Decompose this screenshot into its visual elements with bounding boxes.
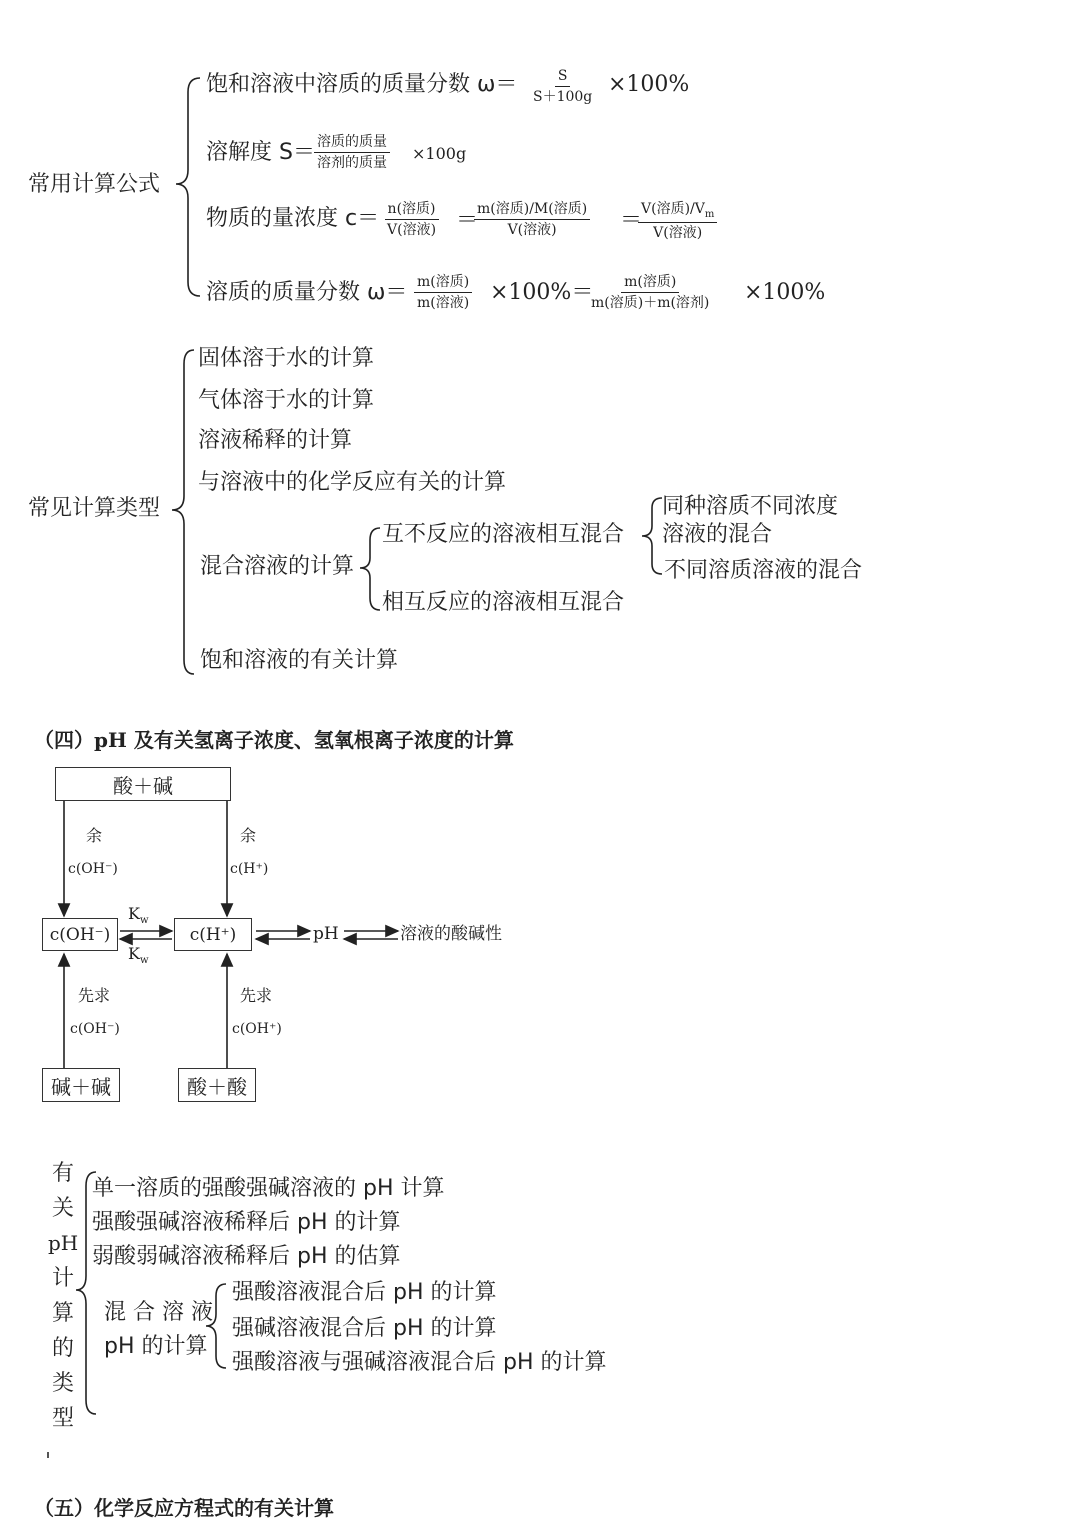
ph-type-item: 单一溶质的强酸强碱溶液的 pH 计算 — [92, 1176, 445, 1201]
mix-nonreacting: 互不反应的溶液相互混合 — [382, 522, 625, 547]
label-first-find-right: 先求 — [240, 986, 273, 1005]
ph-types-vertical-title: 有 关 pH 计 算 的 类 型 — [48, 1161, 79, 1431]
box-c-h: c(H⁺) — [174, 918, 252, 951]
formula-solubility-fraction: 溶质的质量 溶剂的质量 — [314, 134, 390, 171]
type-saturated: 饱和溶液的有关计算 — [200, 648, 399, 673]
label-c-oh-right-2: c(OH⁺) — [232, 1021, 282, 1037]
ph-mix-item: 强碱溶液混合后 pH 的计算 — [232, 1316, 497, 1341]
formula-saturated-fraction: $\frac{S}{S+100g}$ — [533, 68, 593, 106]
ph-type-item: 弱酸弱碱溶液稀释后 pH 的估算 — [92, 1244, 401, 1269]
ph-mix-label-line1: 混 合 溶 液 — [104, 1300, 213, 1325]
formulas-title: 常用计算公式 — [28, 172, 161, 197]
formula-saturated-tail: ×100% — [608, 72, 690, 97]
label-ph: pH — [313, 924, 339, 944]
ph-mix-item: 强酸溶液混合后 pH 的计算 — [232, 1280, 497, 1305]
equals-sign: ＝ — [620, 208, 643, 233]
formula-saturated-label: 饱和溶液中溶质的质量分数 ω＝ — [206, 72, 518, 97]
kw-top: $K_w$ — [128, 904, 149, 927]
brace-mix — [360, 528, 380, 610]
formula-massfraction-frac1: m(溶质) m(溶液) — [414, 274, 472, 311]
label-remaining-left: 余 — [86, 826, 103, 845]
type-item: 固体溶于水的计算 — [198, 346, 375, 371]
ph-mix-label-line2: pH 的计算 — [104, 1334, 208, 1359]
brace-ph — [76, 1172, 96, 1414]
brace-sub — [642, 498, 662, 574]
label-c-h-right: c(H⁺) — [230, 861, 269, 877]
label-c-oh-left: c(OH⁻) — [68, 861, 118, 877]
types-title: 常见计算类型 — [28, 496, 161, 521]
formula-solubility-tail: ×100g — [412, 144, 467, 163]
heading-section-5: （五）化学反应方程式的有关计算 — [34, 1496, 334, 1520]
formula-concentration-label: 物质的量浓度 c＝ — [206, 206, 380, 231]
box-base-base: 碱＋碱 — [42, 1068, 120, 1102]
mix-label: 混合溶液的计算 — [200, 554, 355, 579]
brace-formulas — [176, 78, 200, 296]
formula-massfraction-mid: ×100%＝ — [490, 280, 594, 305]
type-item: 溶液稀释的计算 — [198, 428, 353, 453]
formula-concentration-frac1: n(溶质) V(溶液) — [384, 201, 439, 238]
kw-bottom: $K_w$ — [128, 944, 149, 967]
mix-different-solute: 不同溶质溶液的混合 — [664, 558, 863, 583]
formula-concentration-frac2: m(溶质)/M(溶质) V(溶液) — [474, 201, 590, 238]
brace-ph-mix — [206, 1284, 226, 1368]
mix-reacting: 相互反应的溶液相互混合 — [382, 590, 625, 615]
label-remaining-right: 余 — [240, 826, 257, 845]
formula-massfraction-frac2: m(溶质) m(溶质)＋m(溶剂) — [591, 274, 710, 312]
label-c-oh-left-2: c(OH⁻) — [70, 1021, 120, 1037]
box-acid-acid: 酸＋酸 — [178, 1068, 256, 1102]
equals-sign: ＝ — [456, 208, 479, 233]
brace-types — [172, 350, 194, 674]
formula-massfraction-tail: ×100% — [744, 280, 826, 305]
formula-massfraction-label: 溶质的质量分数 ω＝ — [206, 280, 408, 305]
ph-type-item: 强酸强碱溶液稀释后 pH 的计算 — [92, 1210, 401, 1235]
mix-same-solute-line2: 溶液的混合 — [662, 522, 773, 547]
heading-section-4: （四）pH 及有关氢离子浓度、氢氧根离子浓度的计算 — [34, 728, 514, 752]
box-c-oh: c(OH⁻) — [42, 918, 118, 951]
type-item: 气体溶于水的计算 — [198, 388, 375, 413]
formula-concentration-frac3: V(溶质)$/V_m$ V(溶液) — [638, 201, 717, 241]
label-first-find-left: 先求 — [78, 986, 111, 1005]
label-acidity: 溶液的酸碱性 — [400, 924, 502, 944]
ph-mix-item: 强酸溶液与强碱溶液混合后 pH 的计算 — [232, 1350, 607, 1375]
mix-same-solute-line1: 同种溶质不同浓度 — [662, 494, 839, 519]
box-acid-base: 酸＋碱 — [55, 767, 231, 801]
formula-solubility-label: 溶解度 S＝ — [206, 140, 315, 165]
type-item: 与溶液中的化学反应有关的计算 — [198, 470, 507, 495]
